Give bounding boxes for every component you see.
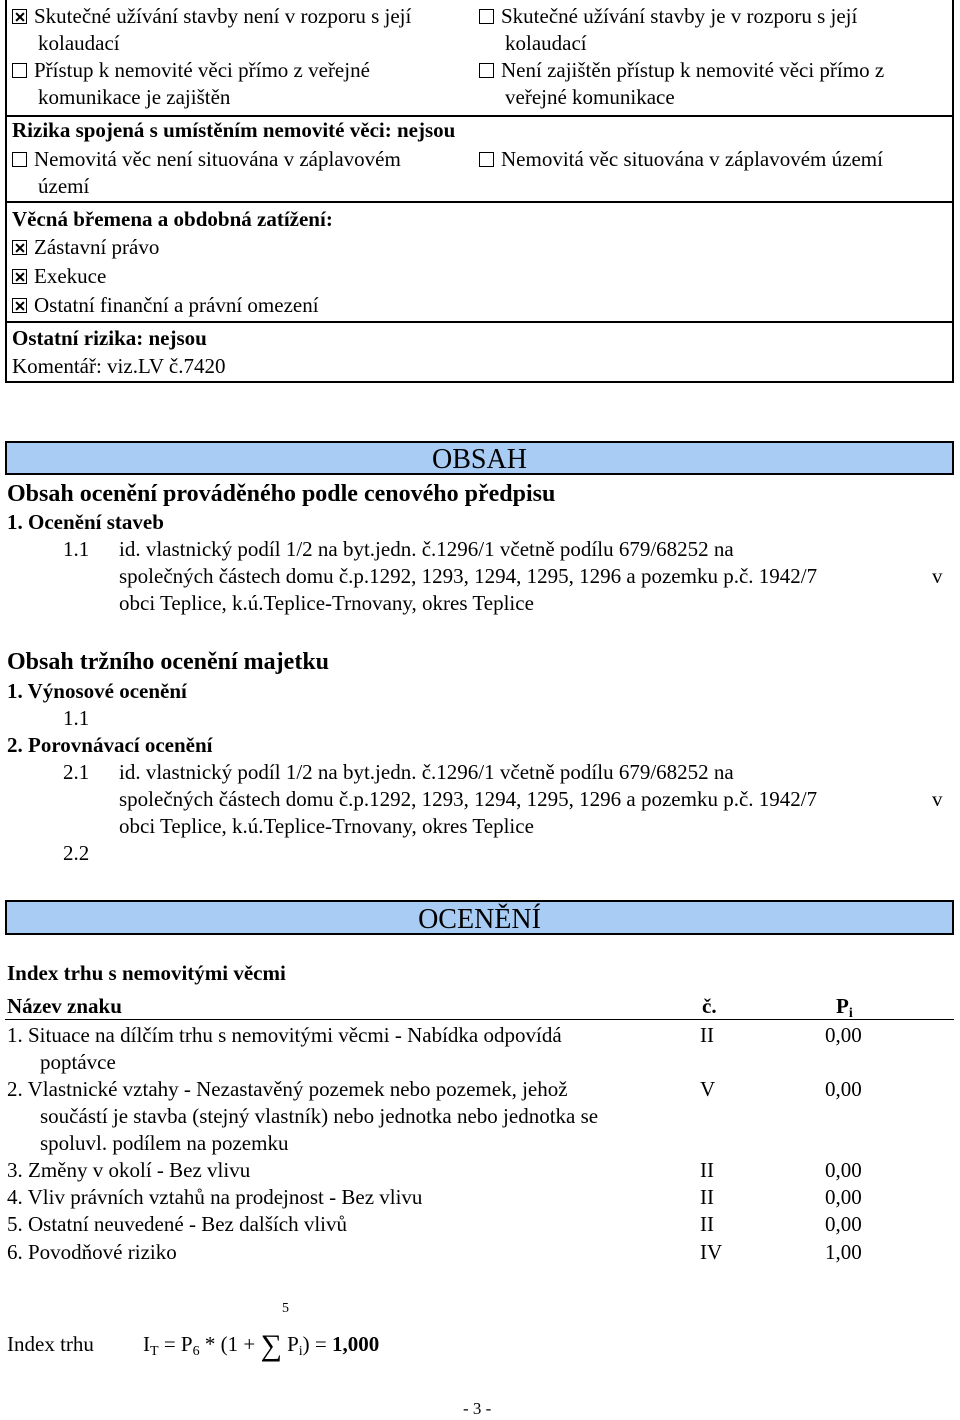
divider — [5, 321, 954, 323]
index-row-name-cont: součástí je stavba (stejný vlastník) nebo jednotka nebo jednotka se — [40, 1104, 599, 1128]
oceneni-banner: OCENĚNÍ — [5, 900, 954, 935]
option-access-not-ensured-cont: veřejné komunikace — [505, 85, 675, 109]
obsah-banner: OBSAH — [5, 441, 954, 475]
index-row-grade: II — [700, 1212, 714, 1236]
toc-entry-word: v — [932, 787, 943, 811]
comment: Komentář: viz.LV č.7420 — [12, 354, 226, 378]
index-row-value: 0,00 — [825, 1158, 862, 1182]
toc-entry-line: společných částech domu č.p.1292, 1293, 1294, 1295, 1296 a pozemku p.č. 1942/7 — [119, 564, 818, 588]
option-usage-compliant: Skutečné užívání stavby není v rozporu s její — [12, 3, 411, 30]
index-row-name: 5. Ostatní neuvedené - Bez dalších vlivů — [7, 1212, 347, 1236]
sum-symbol-icon: ∑ — [260, 1329, 282, 1362]
section-title-market: Obsah tržního ocenění majetku — [7, 649, 330, 675]
index-row-value: 0,00 — [825, 1023, 862, 1047]
index-row-value: 0,00 — [825, 1212, 862, 1236]
option-access-ensured: Přístup k nemovité věci přímo z veřejné — [12, 57, 370, 84]
unchecked-checkbox-icon — [479, 63, 494, 78]
other-risks-heading: Ostatní rizika: nejsou — [12, 326, 207, 350]
checked-checkbox-icon — [12, 9, 27, 24]
index-row-name-cont: poptávce — [40, 1050, 116, 1074]
burden-other: Ostatní finanční a právní omezení — [12, 292, 319, 319]
formula-result: 1,000 — [332, 1332, 380, 1356]
col-header-name: Název znaku — [7, 994, 122, 1018]
formula-label: Index trhu — [7, 1332, 94, 1356]
burdens-heading: Věcná břemena a obdobná zatížení: — [12, 207, 333, 231]
checked-checkbox-icon — [12, 269, 27, 284]
toc-entry-word: v — [932, 564, 943, 588]
burden-pledge: Zástavní právo — [12, 234, 159, 261]
toc-item-buildings: 1. Ocenění staveb — [7, 510, 164, 534]
toc-entry-line: id. vlastnický podíl 1/2 na byt.jedn. č.1296/1 včetně podílu 679/68252 na — [119, 760, 734, 784]
divider — [5, 201, 954, 203]
option-usage-noncompliant: Skutečné užívání stavby je v rozporu s její — [479, 3, 857, 30]
unchecked-checkbox-icon — [479, 152, 494, 167]
index-row-name: 2. Vlastnické vztahy - Nezastavěný pozemek nebo pozemek, jehož — [7, 1077, 568, 1101]
toc-entry-line: obci Teplice, k.ú.Teplice-Trnovany, okres Teplice — [119, 591, 534, 615]
toc-entry-line: obci Teplice, k.ú.Teplice-Trnovany, okres Teplice — [119, 814, 534, 838]
index-row-value: 0,00 — [825, 1077, 862, 1101]
option-flood-none: Nemovitá věc není situována v záplavovém — [12, 146, 401, 173]
toc-item-income: 1. Výnosové ocenění — [7, 679, 187, 703]
toc-item-comparative: 2. Porovnávací ocenění — [7, 733, 213, 757]
index-row-name: 3. Změny v okolí - Bez vlivu — [7, 1158, 251, 1182]
index-row-grade: II — [700, 1185, 714, 1209]
unchecked-checkbox-icon — [12, 152, 27, 167]
section-title-price-regulation: Obsah ocenění prováděného podle cenového předpisu — [7, 481, 556, 507]
unchecked-checkbox-icon — [12, 63, 27, 78]
index-row-grade: V — [700, 1077, 716, 1101]
toc-num: 1.1 — [63, 706, 90, 730]
index-heading: Index trhu s nemovitými věcmi — [7, 961, 286, 985]
option-access-ensured-cont: komunikace je zajištěn — [38, 85, 231, 109]
toc-entry-line: společných částech domu č.p.1292, 1293, 1294, 1295, 1296 a pozemku p.č. 1942/7 — [119, 787, 818, 811]
index-row-value: 1,00 — [825, 1240, 862, 1264]
index-row-name: 6. Povodňové riziko — [7, 1240, 177, 1264]
checked-checkbox-icon — [12, 298, 27, 313]
index-row-grade: II — [700, 1158, 714, 1182]
option-usage-compliant-cont: kolaudací — [38, 31, 120, 55]
toc-entry-line: id. vlastnický podíl 1/2 na byt.jedn. č.1296/1 včetně podílu 679/68252 na — [119, 537, 734, 561]
market-index-formula: $I_T = P_6 * (1$ + ∑ $P_i) = 1,000$ — [143, 1329, 380, 1362]
index-row-name: 4. Vliv právních vztahů na prodejnost - Bez vlivu — [7, 1185, 423, 1209]
index-row-name-cont: spoluvl. podílem na pozemku — [40, 1131, 289, 1155]
col-header-no: č. — [702, 994, 717, 1018]
table-header-rule — [5, 1019, 954, 1020]
page-number: - 3 - — [463, 1399, 492, 1418]
option-usage-noncompliant-cont: kolaudací — [505, 31, 587, 55]
index-row-grade: II — [700, 1023, 714, 1047]
index-row-grade: IV — [700, 1240, 723, 1264]
risk-heading: Rizika spojená s umístěním nemovité věci: nejsou — [12, 118, 456, 142]
checked-checkbox-icon — [12, 240, 27, 255]
burden-execution: Exekuce — [12, 263, 106, 290]
index-row-value: 0,00 — [825, 1185, 862, 1209]
option-access-not-ensured: Není zajištěn přístup k nemovité věci přímo z — [479, 57, 884, 84]
index-row-name: 1. Situace na dílčím trhu s nemovitými věcmi - Nabídka odpovídá — [7, 1023, 562, 1047]
toc-num: 1.1 — [63, 537, 90, 561]
toc-num: 2.2 — [63, 841, 90, 865]
col-header-p: $P_i$ — [836, 994, 853, 1021]
sum-upper-limit: 5 — [282, 1301, 289, 1316]
option-flood-zone: Nemovitá věc situována v záplavovém území — [479, 146, 883, 173]
toc-num: 2.1 — [63, 760, 90, 784]
option-flood-none-cont: území — [38, 174, 90, 198]
unchecked-checkbox-icon — [479, 9, 494, 24]
